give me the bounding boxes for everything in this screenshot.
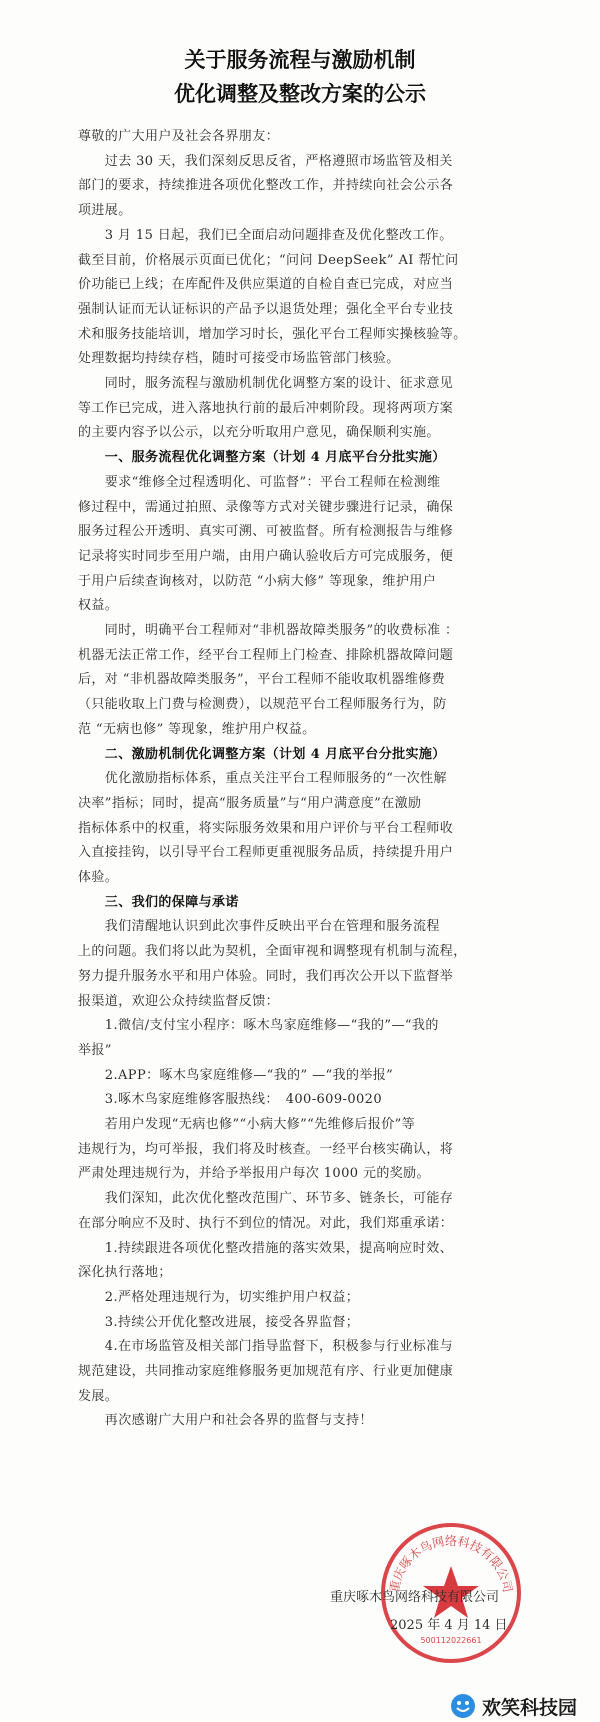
doc-line: 深化执行落地；: [78, 1265, 172, 1281]
seal-text: 重庆啄木鸟网络科技有限公司: [387, 1534, 515, 1594]
doc-line: 范 “无病也修” 等现象，维护用户权益。: [78, 721, 316, 737]
doc-line: 一、服务流程优化调整方案（计划 4 月底平台分批实施）: [78, 450, 446, 466]
doc-line: 再次感谢广大用户和社会各界的监督与支持！: [78, 1413, 373, 1429]
doc-line: 过去 30 天，我们深刻反思反省，严格遵照市场监管及相关: [78, 153, 453, 169]
doc-line: 同时，明确平台工程师对“非机器故障类服务”的收费标准 ：: [78, 623, 459, 638]
watermark-text: 欢笑科技园: [482, 1696, 578, 1719]
doc-line: 决率”指标；同时，提高“服务质量”与“用户满意度”在激励: [78, 795, 422, 811]
doc-line: 报渠道，欢迎公众持续监督反馈：: [78, 993, 280, 1009]
doc-line: 部门的要求，持续推进各项优化整改工作，并持续向社会公示各: [78, 178, 454, 194]
doc-line: 等工作已完成，进入落地执行前的最后冲刺阶段。现将两项方案: [78, 400, 454, 416]
doc-title-line2: 优化调整及整改方案的公示: [174, 82, 426, 106]
doc-line: 要求“维修全过程透明化、可监督”：平台工程师在检测维: [78, 474, 441, 490]
doc-line: 努力提升服务水平和用户体验。同时，我们再次公开以下监督举: [78, 968, 454, 984]
watermark-logo-icon: [450, 1693, 476, 1719]
doc-line: 2.严格处理违规行为，切实维护用户权益；: [78, 1289, 360, 1305]
doc-line: 后，对 “非机器故障类服务”，平台工程师不能收取机器维修费: [78, 672, 446, 688]
doc-line: 2.APP：啄木鸟家庭维修—“我的” —“我的举报”: [78, 1067, 394, 1083]
doc-line: 3.持续公开优化整改进展，接受各界监督；: [78, 1314, 360, 1330]
doc-line: 在部分响应不及时、执行不到位的情况。对此，我们郑重承诺：: [78, 1215, 454, 1231]
doc-line: 强制认证而无认证标识的产品予以退货处理；强化全平台专业技: [78, 301, 454, 317]
doc-line: 体验。: [78, 870, 119, 885]
doc-line: 术和服务技能培训，增加学习时长，强化平台工程师实操核验等。: [78, 326, 467, 342]
doc-line: 若用户发现“无病也修”“小病大修”“先维修后报价”等: [78, 1117, 416, 1132]
doc-line: 入直接挂钩，以引导平台工程师更重视服务品质，持续提升用户: [78, 845, 454, 861]
doc-line: 我们清醒地认识到此次事件反映出平台在管理和服务流程: [78, 919, 440, 935]
seal-number: 500112022661: [420, 1636, 482, 1645]
doc-line: 3 月 15 日起，我们已全面启动问题排查及优化整改工作。: [78, 227, 453, 243]
doc-line: 举报”: [78, 1042, 112, 1058]
doc-line: 于用户后续查询核对，以防范 “小病大修” 等现象，维护用户: [78, 573, 437, 589]
doc-line: 机器无法正常工作，经平台工程师上门检查、排除机器故障问题: [78, 647, 454, 663]
doc-line: 项进展。: [78, 203, 132, 219]
doc-line: 的主要内容予以公示，以充分听取用户意见，确保顺利实施。: [78, 425, 440, 441]
doc-line: 同时，服务流程与激励机制优化调整方案的设计、征求意见: [78, 376, 454, 391]
doc-line: 违规行为，均可举报，我们将及时核查。一经平台核实确认，将: [78, 1141, 454, 1157]
doc-title-line1: 关于服务流程与激励机制: [184, 48, 416, 72]
doc-line: 尊敬的广大用户及社会各界朋友：: [78, 129, 280, 144]
doc-line: 修过程中，需通过拍照、录像等方式对关键步骤进行记录，确保: [78, 499, 454, 515]
doc-line: 4.在市场监管及相关部门指导监督下，积极参与行业标准与: [78, 1339, 454, 1355]
doc-line: 记录将实时同步至用户端，由用户确认验收后方可完成服务，便: [78, 548, 454, 564]
signature-company: 重庆啄木鸟网络科技有限公司: [330, 1590, 500, 1605]
doc-line: 我们深知，此次优化整改范围广、环节多、链条长，可能存: [78, 1191, 454, 1207]
doc-line: 1.微信/支付宝小程序：啄木鸟家庭维修—“我的”—“我的: [78, 1018, 439, 1034]
doc-line: 截至目前，价格展示页面已优化；“问问 DeepSeek” AI 帮忙问: [78, 252, 459, 268]
doc-line: 优化激励指标体系，重点关注平台工程师服务的“一次性解: [78, 771, 447, 787]
doc-line: 处理数据均持续存档，随时可接受市场监管部门核验。: [78, 351, 400, 367]
signature-date: 2025 年 4 月 14 日: [390, 1618, 508, 1633]
doc-line: 规范建设，共同推动家庭维修服务更加规范有序、行业更加健康: [78, 1364, 454, 1379]
doc-line: 发展。: [78, 1388, 119, 1404]
doc-line: （只能收取上门费与检测费），以规范平台工程师服务行为，防: [78, 697, 447, 713]
doc-line: 服务过程公开透明、真实可溯、可被监督。所有检测报告与维修: [78, 524, 454, 540]
watermark: [450, 1692, 598, 1720]
doc-line: 指标体系中的权重，将实际服务效果和用户评价与平台工程师收: [78, 820, 454, 836]
doc-line: 3.啄木鸟家庭维修客服热线： 400-609-0020: [78, 1092, 382, 1108]
doc-line: 三、我们的保障与承诺: [78, 894, 239, 910]
doc-line: 上的问题。我们将以此为契机，全面审视和调整现有机制与流程，: [78, 944, 467, 960]
doc-line: 价功能已上线；在库配件及供应渠道的自检自查已完成，对应当: [78, 277, 454, 293]
doc-line: 二、激励机制优化调整方案（计划 4 月底平台分批实施）: [78, 746, 446, 762]
doc-line: 严肃处理违规行为，并给予举报用户每次 1000 元的奖励。: [78, 1166, 430, 1182]
doc-line: 1.持续跟进各项优化整改措施的落实效果，提高响应时效、: [78, 1240, 454, 1256]
doc-line: 权益。: [78, 598, 119, 614]
